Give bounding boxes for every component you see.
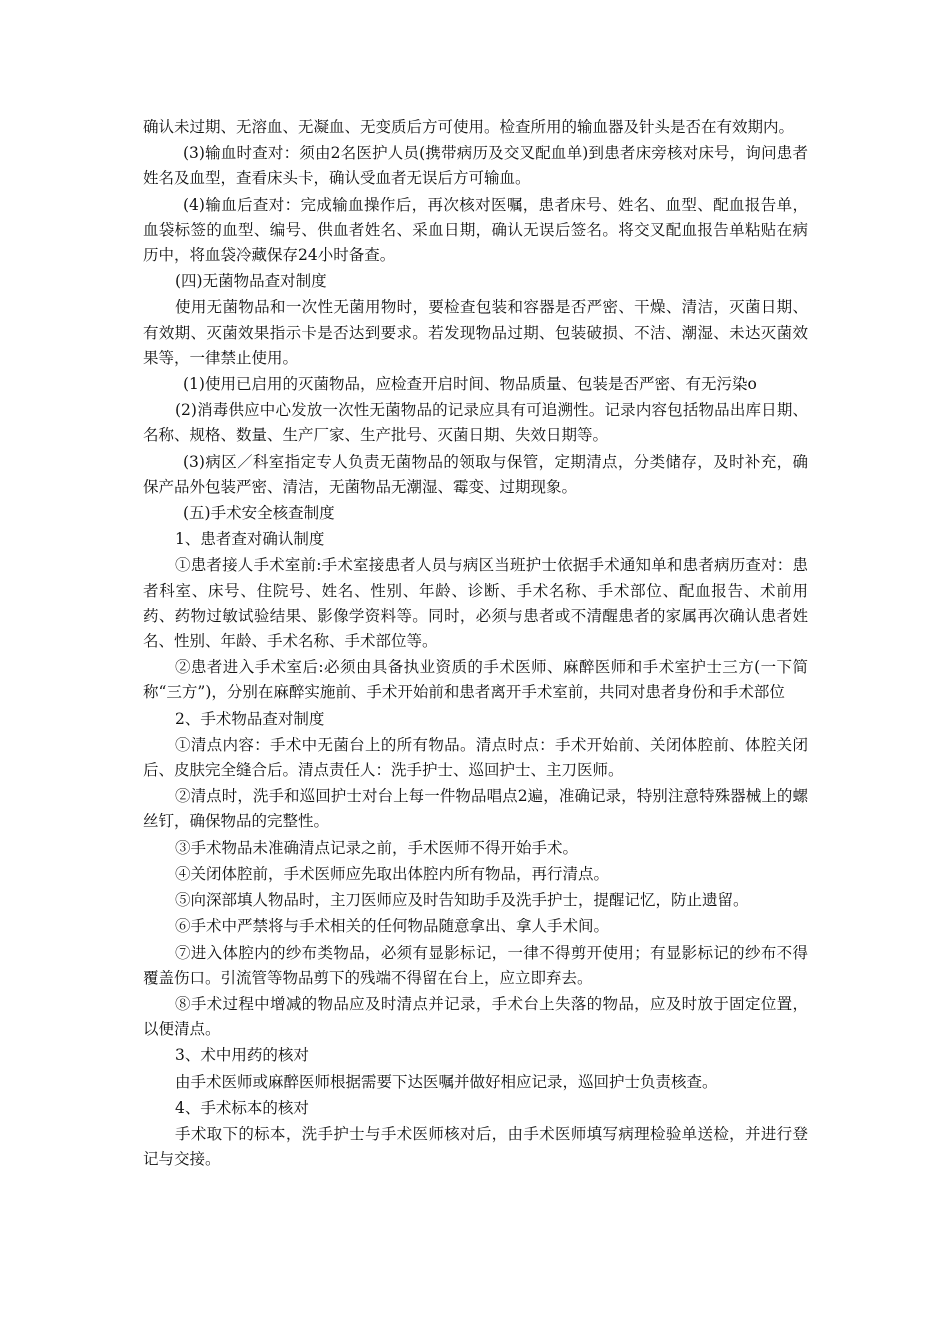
subheading-specimen-check: 4、手术标本的核对 (175, 1098, 309, 1117)
paragraph-blood-check-continued: 确认未过期、无溶血、无凝血、无变质后方可使用。检查所用的输血器及针头是否在有效期内。 (143, 118, 795, 136)
paragraph-patient-check-2: ②患者进入手术室后:必须由具备执业资质的手术医师、麻醉医师和手术室护士三方(一下简称“三方”)，分别在麻醉实施前、手术开始前和患者离开手术室前，共同对患者身份和手术部位 (143, 658, 808, 702)
paragraph-sterile-item-1: (1)使用已启用的灭菌物品，应检查开启时间、物品质量、包装是否严密、有无污染o (183, 375, 757, 394)
paragraph-items-check-2: ②清点时，洗手和巡回护士对台上每一件物品唱点2遍，准确记录，特别注意特殊器械上的螺丝钉，确保物品的完整性。 (143, 787, 808, 831)
paragraph-items-check-1: ①清点内容：手术中无菌台上的所有物品。清点时点：手术开始前、关闭体腔前、体腔关闭后、皮肤完全缝合后。清点责任人：洗手护士、巡回护士、主刀医师。 (143, 735, 808, 780)
paragraph-specimen-check: 手术取下的标本，洗手护士与手术医师核对后，由手术医师填写病理检验单送检，并进行登记与交接。 (143, 1124, 808, 1169)
paragraph-patient-check-1: ①患者接人手术室前:手术室接患者人员与病区当班护士依据手术通知单和患者病历查对：患者科室、床号、住院号、姓名、性别、年龄、诊断、手术名称、手术部位、配血报告、术前用药、药物过敏试验结果、影像学资料等。同时，必须与患者或不清醒患者的家属再次确认患者姓名、性别、年龄、手术名称、手术部位等。 (143, 556, 808, 651)
paragraph-after-transfusion-check: (4)输血后查对：完成输血操作后，再次核对医嘱，患者床号、姓名、血型、配血报告单，血袋标签的血型、编号、供血者姓名、采血日期，确认无误后签名。将交叉配血报告单粘贴在病历中，将血袋冷藏保存24小时备查。 (143, 195, 808, 265)
subheading-intraop-medication: 3、术中用药的核对 (175, 1046, 309, 1065)
paragraph-during-transfusion-check: (3)输血时查对：须由2名医护人员(携带病历及交叉配血单)到患者床旁核对床号，询问患者姓名及血型，查看床头卡，确认受血者无误后方可输血。 (143, 144, 808, 188)
paragraph-sterile-item-2: (2)消毒供应中心发放一次性无菌物品的记录应具有可追溯性。记录内容包括物品出库日期、名称、规格、数量、生产厂家、生产批号、灭菌日期、失效日期等。 (143, 401, 808, 445)
paragraph-items-check-5: ⑤向深部填人物品时，主刀医师应及时告知助手及洗手护士，提醒记忆，防止遗留。 (175, 891, 749, 910)
paragraph-items-check-8: ⑧手术过程中增减的物品应及时清点并记录，手术台上失落的物品，应及时放于固定位置，以便清点。 (143, 994, 808, 1039)
subheading-patient-check: 1、患者查对确认制度 (175, 530, 325, 549)
paragraph-intraop-medication: 由手术医师或麻醉医师根据需要下达医嘱并做好相应记录，巡回护士负责核查。 (175, 1072, 718, 1091)
paragraph-items-check-6: ⑥手术中严禁将与手术相关的任何物品随意拿出、拿人手术间。 (175, 917, 610, 936)
paragraph-items-check-3: ③手术物品未准确清点记录之前，手术医师不得开始手术。 (175, 838, 579, 857)
paragraph-items-check-7: ⑦进入体腔内的纱布类物品，必须有显影标记，一律不得剪开使用；有显影标记的纱布不得覆盖伤口。引流管等物品剪下的残端不得留在台上，应立即弃去。 (143, 943, 808, 987)
paragraph-items-check-4: ④关闭体腔前，手术医师应先取出体腔内所有物品，再行清点。 (175, 864, 610, 883)
section-heading-sterile-items: (四)无菌物品查对制度 (175, 272, 327, 291)
document-body (143, 115, 808, 1173)
section-heading-surgical-safety: (五)手术安全核查制度 (183, 504, 335, 523)
subheading-surgical-items-check: 2、手术物品查对制度 (175, 709, 325, 728)
paragraph-sterile-item-3: (3)病区／科室指定专人负责无菌物品的领取与保管，定期清点，分类储存，及时补充，确保产品外包装严密、清洁，无菌物品无潮湿、霉变、过期现象。 (143, 452, 808, 496)
paragraph-sterile-items-intro: 使用无菌物品和一次性无菌用物时，要检查包装和容器是否严密、干燥、清洁，灭菌日期、有效期、灭菌效果指示卡是否达到要求。若发现物品过期、包装破损、不洁、潮湿、未达灭菌效果等，一律禁止使用。 (143, 298, 808, 367)
